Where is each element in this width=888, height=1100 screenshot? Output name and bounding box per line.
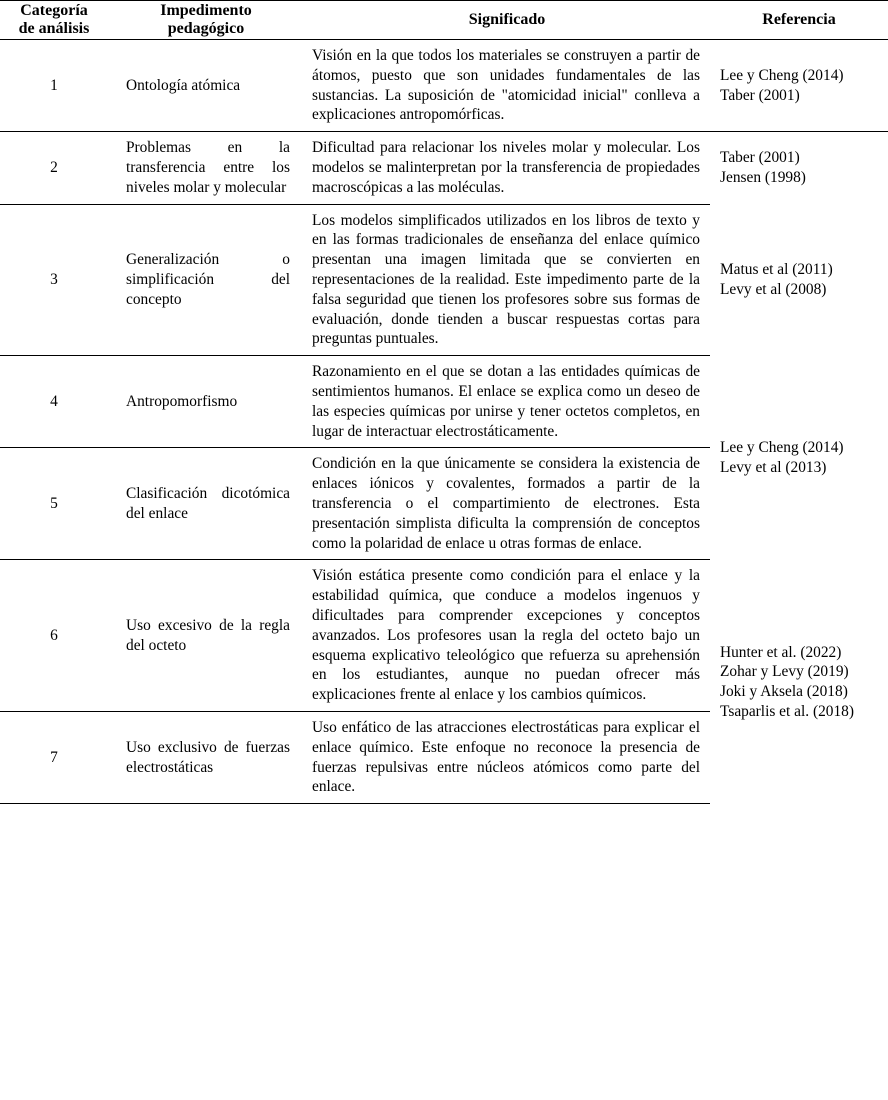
reference-entry: Lee y Cheng (2014) bbox=[720, 439, 844, 457]
reference-entry: Taber (2001) bbox=[720, 86, 800, 104]
reference-entry: Jensen (1998) bbox=[720, 169, 806, 187]
reference-entry: Taber (2001) bbox=[720, 149, 800, 167]
cell-referencia bbox=[710, 205, 888, 356]
cell-impedimento: Generalización o simplificación del concepto bbox=[126, 251, 290, 308]
cell-impedimento: Antropomorfismo bbox=[126, 392, 238, 410]
reference-entry: Zohar y Levy (2019) bbox=[720, 663, 849, 681]
cell-significado: Visión en la que todos los materiales se construyen a partir de átomos, puesto que son unidades fundamentales de las sustancias. La suposición de "atomicidad inicial" conlleva a explicaciones antropomórficas. bbox=[312, 47, 700, 124]
cell-categoria: 2 bbox=[50, 158, 58, 176]
table-row bbox=[0, 40, 888, 132]
cell-impedimento: Uso exclusivo de fuerzas electrostáticas bbox=[126, 738, 290, 776]
header-impedimento-line1: Impedimento bbox=[160, 2, 252, 19]
reference-entry: Levy et al (2013) bbox=[720, 459, 827, 477]
reference-entry: Levy et al (2008) bbox=[720, 281, 827, 299]
table-row bbox=[0, 560, 888, 711]
cell-categoria: 5 bbox=[50, 494, 58, 512]
cell-impedimento: Ontología atómica bbox=[126, 76, 241, 94]
cell-referencia bbox=[710, 40, 888, 132]
cell-significado: Razonamiento en el que se dotan a las entidades químicas de sentimientos humanos. El enlace se explica como un deseo de las especies químicas por unirse y tener octetos completos, en lugar de interactuar electrostáticamente. bbox=[312, 363, 700, 440]
reference-entry: Lee y Cheng (2014) bbox=[720, 66, 844, 84]
cell-referencia-merged bbox=[710, 560, 888, 804]
reference-entry: Tsaparlis et al. (2018) bbox=[720, 703, 854, 720]
rule-segment bbox=[0, 804, 108, 805]
cell-significado: Dificultad para relacionar los niveles molar y molecular. Los modelos se malinterpretan por la transferencia de propiedades macroscópicas a las moléculas. bbox=[312, 139, 700, 196]
header-categoria-line2: de análisis bbox=[18, 20, 90, 37]
reference-entry: Matus et al (2011) bbox=[720, 261, 833, 279]
table-row bbox=[0, 356, 888, 448]
cell-significado: Visión estática presente como condición para el enlace y la estabilidad química, que conduce a modelos ingenuos y dificultades para comprender excepciones y conceptos avanzados. Los profesores usan la regla del octeto bajo un esquema explicativo teleológico que refuerza su aprehensión en los estudiantes, aunque no puedan ofrecer más explicaciones frente al enlace y los cambios químicos. bbox=[312, 567, 700, 704]
cell-referencia bbox=[710, 132, 888, 204]
reference-entry: Hunter et al. (2022) bbox=[720, 643, 842, 661]
column-header-referencia: Referencia bbox=[762, 11, 836, 28]
cell-categoria: 4 bbox=[50, 392, 58, 410]
cell-impedimento: Problemas en la transferencia entre los niveles molar y molecular bbox=[126, 139, 290, 196]
cell-referencia-merged bbox=[710, 356, 888, 560]
table-row bbox=[0, 132, 888, 204]
column-header-impedimento bbox=[108, 1, 304, 40]
cell-categoria: 3 bbox=[50, 270, 58, 288]
cell-impedimento: Clasificación dicotómica del enlace bbox=[126, 485, 290, 522]
header-categoria-line1: Categoría bbox=[20, 2, 88, 19]
cell-significado: Uso enfático de las atracciones electrostáticas para explicar el enlace químico. Este enfoque no reconoce la presencia de fuerzas repulsivas entre núcleos atómicos como parte del enlace. bbox=[312, 718, 700, 796]
cell-significado: Condición en la que únicamente se considera la existencia de enlaces iónicos y covalentes, formados a partir de la transferencia o el compartimiento de electrones. Esta presentación simplista dificulta la comprensión de conceptos como la polaridad de enlace u otras formas de enlace. bbox=[312, 455, 700, 552]
reference-entry: Joki y Aksela (2018) bbox=[720, 683, 848, 701]
table-header-row bbox=[0, 1, 888, 40]
rule-segment bbox=[304, 804, 710, 805]
rule-segment bbox=[108, 804, 304, 805]
cell-categoria: 6 bbox=[50, 626, 58, 644]
table-row bbox=[0, 205, 888, 356]
cell-categoria: 7 bbox=[50, 748, 58, 766]
cell-significado: Los modelos simplificados utilizados en los libros de texto y en las formas tradicionales de enseñanza del enlace químico presentan una imagen limitada que se convierten en representaciones de la realidad. Este impedimento parte de la falsa seguridad que tienen los profesores sobre sus formas de evaluación, donde tienden a buscar respuestas cortas para preguntas puntuales. bbox=[312, 211, 700, 348]
cell-impedimento: Uso excesivo de la regla del octeto bbox=[126, 616, 290, 654]
column-header-significado: Significado bbox=[468, 11, 546, 28]
header-impedimento-line2: pedagógico bbox=[167, 20, 245, 37]
cell-categoria: 1 bbox=[50, 76, 58, 94]
column-header-categoria bbox=[0, 1, 108, 40]
